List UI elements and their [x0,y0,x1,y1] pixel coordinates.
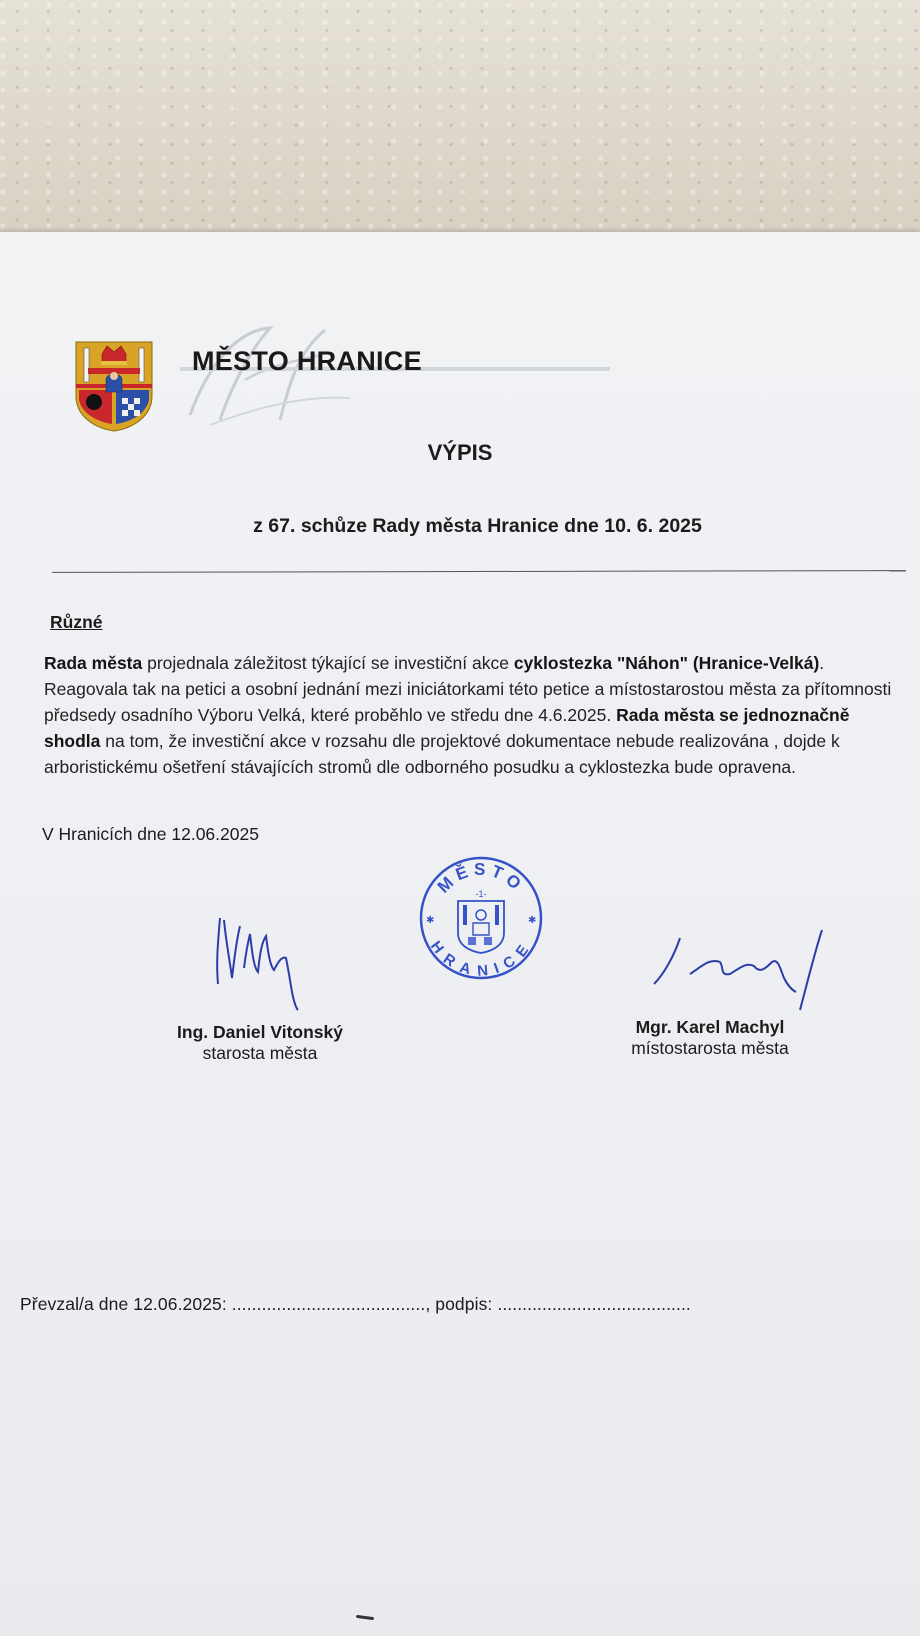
receipt-signature-blank: ....................................... [497,1294,691,1314]
receipt-label: Převzal/a dne 12.06.2025: [20,1294,227,1314]
paragraph-text-2: . Reagovala tak na petici a osobní jednání mezi iniciátorkami této petice a místostarostou města za přítomnosti předsedy osadního Výboru Velká, které proběhlo ve středu dne 4.6.2025. [44,653,892,725]
resolution-paragraph [44,650,904,780]
receipt-line [20,1294,691,1315]
place-and-date: V Hranicích dne 12.06.2025 [42,824,259,844]
bold-phrase-cyklostezka: cyklostezka "Náhon" (Hranice-Velká) [513,653,820,673]
stamp-bottom-text: HRANICE [426,938,536,980]
svg-text:✱: ✱ [528,915,537,926]
signatory-starosta [150,1022,370,1064]
document-subtitle: z 67. schůze Rady města Hranice dne 10. 6. 2025 [253,515,702,537]
official-stamp [418,855,544,981]
paragraph-text-3: na tom, že investiční akce v rozsahu dle projektové dokumentace nebude realizována , dojde k arboristickému ošetření stávajících stromů dle odborného posudku a cyklostezka bude opravena. [44,731,840,777]
paragraph-text-1: projednala záležitost týkající se investiční akce [142,653,514,673]
bold-phrase-rada-mesta: Rada města [44,653,143,673]
organization-name: MĚSTO HRANICE [192,346,422,376]
section-heading: Různé [50,612,103,632]
svg-text:✱: ✱ [426,915,435,926]
stamp-number: -1- [475,889,487,899]
signatory-role: místostarosta města [631,1038,789,1058]
receipt-date-blank: ....................................... [231,1294,426,1314]
signature-mistostarosta [650,928,830,1023]
stamp-top-text: MĚSTO [433,859,529,897]
receipt-signature-label: , podpis: [425,1294,493,1314]
signature-starosta [210,912,330,1012]
signatory-role: starosta města [202,1043,318,1063]
coat-of-arms-logo [74,340,154,432]
bold-phrase-shodla: Rada města se jednoznačně shodla [44,705,850,751]
signatory-name: Ing. Daniel Vitonský [177,1022,343,1042]
document-title: VÝPIS [427,440,493,465]
svg-text:HRANICE [427,938,535,980]
signatory-mistostarosta [605,1017,815,1059]
signatory-name: Mgr. Karel Machyl [635,1017,785,1037]
background-wall [0,0,920,235]
